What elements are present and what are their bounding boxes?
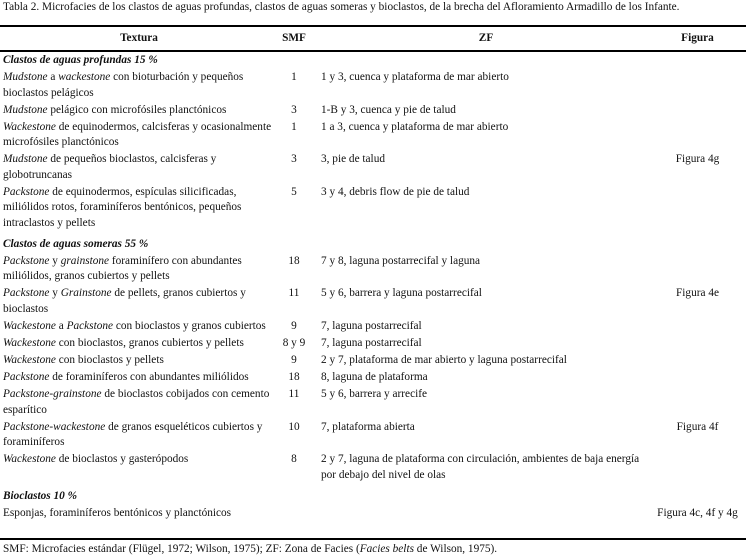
table-row bbox=[0, 387, 746, 420]
group-row bbox=[0, 233, 746, 254]
table-row bbox=[0, 506, 746, 523]
header-textura: Textura bbox=[120, 32, 158, 44]
figura-cell bbox=[651, 387, 746, 420]
italic-term: Packstone bbox=[3, 287, 50, 300]
header-rule bbox=[0, 50, 746, 52]
zf-cell: 7 y 8, laguna postarrecifal y laguna bbox=[321, 254, 481, 267]
text-segment: SMF: Microfacies estándar (Flügel, 1972; Wilson, 1975); ZF: Zona de Facies ( bbox=[3, 543, 360, 555]
table-row bbox=[0, 103, 746, 120]
textura-cell bbox=[0, 70, 275, 103]
figura-cell bbox=[651, 452, 746, 485]
smf-cell: 1 bbox=[291, 120, 297, 133]
table-row bbox=[0, 185, 746, 233]
zf-cell: 5 y 6, barrera y arrecife bbox=[321, 387, 427, 400]
text-segment: de foraminíferos con abundantes miliólidos bbox=[49, 370, 249, 383]
figura-cell bbox=[651, 336, 746, 353]
italic-term: Mudstone bbox=[3, 153, 48, 166]
smf-cell: 18 bbox=[288, 254, 300, 267]
table-footnote bbox=[3, 543, 497, 555]
table-row bbox=[0, 70, 746, 103]
text-segment: de pequeños bioclastos, calcisferas y globotruncanas bbox=[3, 153, 217, 181]
text-segment: de Wilson, 1975). bbox=[413, 543, 498, 555]
table-row bbox=[0, 286, 746, 319]
group-row bbox=[0, 485, 746, 506]
smf-cell: 3 bbox=[291, 153, 297, 166]
header-figura: Figura bbox=[681, 32, 714, 44]
text-segment: de bioclastos cobijados con cemento esparítico bbox=[3, 387, 270, 416]
zf-cell: 7, laguna postarrecifal bbox=[321, 337, 422, 349]
italic-term: grainstone bbox=[60, 254, 110, 267]
table-row bbox=[0, 452, 746, 485]
italic-term: wackestone bbox=[58, 70, 111, 83]
zf-cell: 8, laguna de plataforma bbox=[321, 370, 428, 383]
text-segment: pelágico con microfósiles planctónicos bbox=[47, 103, 227, 116]
textura-cell bbox=[0, 103, 275, 120]
zf-cell bbox=[313, 506, 651, 523]
zf-cell: 1-B y 3, cuenca y pie de talud bbox=[321, 103, 456, 116]
figura-cell: Figura 4g bbox=[675, 153, 720, 166]
table-row bbox=[0, 353, 746, 370]
header-smf: SMF bbox=[282, 32, 306, 44]
group-title: Bioclastos 10 % bbox=[3, 489, 78, 502]
zf-cell: 1 a 3, cuenca y plataforma de mar abierto bbox=[321, 120, 509, 133]
text-segment: con bioclastos y pellets bbox=[55, 353, 164, 366]
microfacies-table bbox=[0, 27, 746, 523]
smf-cell: 9 bbox=[291, 320, 297, 333]
text-segment: de equinodermos, calcisferas y ocasionalmente microfósiles planctónicos bbox=[3, 120, 272, 149]
smf-cell: 1 bbox=[291, 70, 297, 83]
header-zf: ZF bbox=[478, 32, 494, 44]
smf-cell: 10 bbox=[288, 420, 300, 433]
smf-cell: 8 y 9 bbox=[282, 337, 306, 349]
italic-term: Wackestone bbox=[3, 320, 56, 333]
textura-cell bbox=[0, 152, 275, 185]
figura-cell bbox=[651, 353, 746, 370]
figura-cell: Figura 4e bbox=[676, 287, 719, 300]
textura-cell bbox=[0, 254, 275, 287]
zf-cell: 5 y 6, barrera y laguna postarrecifal bbox=[321, 287, 482, 300]
group-title: Clastos de aguas profundas 15 % bbox=[3, 54, 158, 66]
figura-cell bbox=[651, 370, 746, 387]
figura-cell bbox=[651, 319, 746, 336]
text-segment: de equinodermos, espículas silicificadas, miliólidos rotos, foraminíferos bentónicos, pequeños intraclastos y pellets bbox=[3, 185, 242, 229]
italic-term: Mudstone bbox=[3, 70, 48, 83]
textura-cell bbox=[0, 286, 275, 319]
zf-cell: 2 y 7, plataforma de mar abierto y laguna postarrecifal bbox=[321, 353, 567, 366]
italic-term: Packstone bbox=[3, 370, 50, 383]
text-segment: Esponjas, foraminíferos bentónicos y planctónicos bbox=[3, 506, 232, 519]
zf-cell: 3, pie de talud bbox=[321, 153, 385, 166]
table-row bbox=[0, 420, 746, 453]
table-row bbox=[0, 370, 746, 387]
text-segment: y bbox=[49, 254, 61, 267]
textura-cell bbox=[0, 506, 275, 523]
italic-term: Packstone-wackestone bbox=[3, 420, 106, 433]
textura-cell bbox=[0, 185, 275, 233]
smf-cell: 18 bbox=[288, 370, 300, 383]
figura-cell bbox=[651, 103, 746, 120]
table-row bbox=[0, 254, 746, 287]
figura-cell: Figura 4c, 4f y 4g bbox=[657, 506, 738, 519]
text-segment: de granos esqueléticos cubiertos y foraminíferos bbox=[3, 420, 263, 449]
figura-cell bbox=[651, 70, 746, 103]
text-segment: con bioclastos, granos cubiertos y pellets bbox=[55, 337, 244, 349]
textura-cell bbox=[0, 336, 275, 353]
smf-cell bbox=[275, 506, 313, 523]
table-row bbox=[0, 319, 746, 336]
italic-term: Wackestone bbox=[3, 453, 56, 466]
zf-cell: 1 y 3, cuenca y plataforma de mar abierto bbox=[321, 70, 509, 83]
text-segment: de pellets, granos cubiertos y bioclastos bbox=[3, 287, 246, 316]
italic-term: Wackestone bbox=[3, 353, 56, 366]
figura-cell bbox=[651, 120, 746, 153]
zf-cell: 3 y 4, debris flow de pie de talud bbox=[321, 185, 470, 198]
smf-cell: 11 bbox=[288, 387, 300, 400]
text-segment: con bioturbación y pequeños bioclastos pelágicos bbox=[3, 70, 244, 99]
smf-cell: 3 bbox=[291, 103, 297, 116]
smf-cell: 9 bbox=[291, 353, 297, 366]
table-row bbox=[0, 152, 746, 185]
group-title: Clastos de aguas someras 55 % bbox=[3, 237, 149, 250]
italic-term: Packstone bbox=[3, 254, 50, 267]
textura-cell bbox=[0, 452, 275, 485]
textura-cell bbox=[0, 387, 275, 420]
text-segment: foraminífero con abundantes miliólidos, granos cubiertos y pellets bbox=[3, 254, 242, 283]
italic-term: Facies belts bbox=[359, 543, 414, 555]
italic-term: Packstone-grainstone bbox=[3, 387, 102, 400]
italic-term: Wackestone bbox=[3, 337, 56, 349]
text-segment: y bbox=[49, 287, 61, 300]
table-body bbox=[0, 49, 746, 523]
textura-cell bbox=[0, 353, 275, 370]
zf-cell: 7, plataforma abierta bbox=[321, 420, 415, 433]
figura-cell bbox=[651, 185, 746, 233]
zf-cell: 2 y 7, laguna de plataforma con circulación, ambientes de baja energía por debajo del nivel de olas bbox=[321, 453, 640, 481]
text-segment: a bbox=[55, 320, 67, 333]
text-segment: a bbox=[47, 70, 59, 83]
italic-term: Grainstone bbox=[60, 287, 112, 300]
figura-cell bbox=[651, 254, 746, 287]
italic-term: Mudstone bbox=[3, 103, 48, 116]
textura-cell bbox=[0, 420, 275, 453]
text-segment: con bioclastos y granos cubiertos bbox=[113, 320, 266, 333]
table-row bbox=[0, 120, 746, 153]
figura-cell: Figura 4f bbox=[676, 420, 719, 433]
zf-cell: 7, laguna postarrecifal bbox=[321, 320, 422, 333]
table-row bbox=[0, 336, 746, 353]
smf-cell: 5 bbox=[291, 185, 297, 198]
text-segment: de bioclastos y gasterópodos bbox=[55, 453, 189, 466]
header-row bbox=[0, 27, 746, 49]
textura-cell bbox=[0, 370, 275, 387]
bottom-rule bbox=[0, 538, 746, 540]
textura-cell bbox=[0, 120, 275, 153]
group-row bbox=[0, 49, 746, 70]
italic-term: Wackestone bbox=[3, 120, 56, 133]
textura-cell bbox=[0, 319, 275, 336]
italic-term: Packstone bbox=[3, 185, 50, 198]
smf-cell: 11 bbox=[288, 287, 300, 300]
smf-cell: 8 bbox=[291, 453, 297, 466]
table-caption: Tabla 2. Microfacies de los clastos de aguas profundas, clastos de aguas someras y bioclastos, de la brecha del Afloramiento Armadillo de los Infante. bbox=[3, 1, 680, 13]
italic-term: Packstone bbox=[66, 320, 114, 333]
